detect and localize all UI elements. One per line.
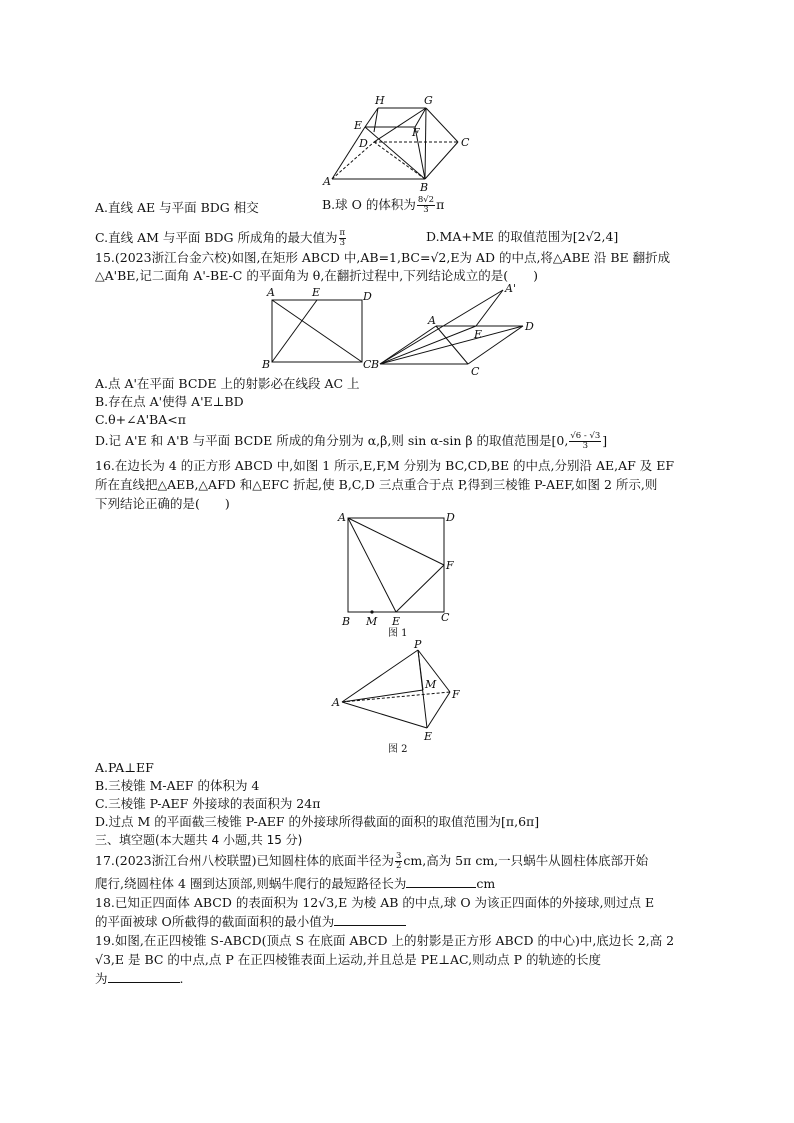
q16-figure-1 <box>336 508 466 640</box>
q14-label-D: D <box>359 137 368 150</box>
q15-rect-label-C: C <box>363 358 372 371</box>
q17-fraction: $\frac{3}{2}$ <box>395 851 402 871</box>
q14-figure <box>320 92 480 192</box>
q14-option-a: A.直线 AE 与平面 BDG 相交 <box>95 200 259 215</box>
q16-stem-line1: 16.在边长为 4 的正方形 ABCD 中,如图 1 所示,E,F,M 分别为 BC,CD,BE 的中点,分别沿 AE,AF 及 EF <box>95 458 675 473</box>
q14-label-E: E <box>354 119 363 132</box>
q16-option-c: C.三棱锥 P-AEF 外接球的表面积为 24π <box>95 796 321 811</box>
q15-fold-label-A-prime: A' <box>505 282 516 295</box>
q14-label-F: F <box>412 126 420 139</box>
q15-option-b: B.存在点 A'使得 A'E⊥BD <box>95 394 244 409</box>
q14-label-H: H <box>375 94 385 107</box>
q18-line2: 的平面被球 O所截得的截面面积的最小值为 <box>95 914 406 929</box>
q15-rect-label-D: D <box>363 290 372 303</box>
q15-rect-label-A: A <box>267 286 275 299</box>
q15-option-c: C.θ+∠A'BA<π <box>95 412 186 427</box>
q16-figure-2 <box>330 640 470 756</box>
q16-fig1-label-A: A <box>338 511 346 524</box>
q14-label-C: C <box>461 136 470 149</box>
q15-option-a: A.点 A'在平面 BCDE 上的射影必在线段 AC 上 <box>95 376 360 391</box>
q16-option-d: D.过点 M 的平面截三棱锥 P-AEF 的外接球所得截面的面积的取值范围为[π,6π] <box>95 814 540 829</box>
q15-figure-folded <box>368 280 538 378</box>
q15-rect-label-E: E <box>312 286 321 299</box>
q15-fold-label-D: D <box>525 320 534 333</box>
q16-fig2-label-P: P <box>414 638 422 651</box>
q15-fold-label-E: E <box>474 328 483 341</box>
q16-fig2-caption: 图 2 <box>388 744 408 755</box>
q16-fig1-label-B: B <box>342 615 351 628</box>
q15-figure-rectangle <box>260 286 380 372</box>
q16-option-a: A.PA⊥EF <box>95 760 154 775</box>
q16-fig2-label-E: E <box>424 730 433 743</box>
q19-line3: 为 . <box>95 971 184 986</box>
q14-label-G: G <box>424 94 433 107</box>
q19-answer-blank[interactable] <box>108 971 180 983</box>
q14-option-b-fraction: $\frac{8√2}{3}$ <box>417 195 435 215</box>
q16-fig1-label-D: D <box>446 511 455 524</box>
q16-fig1-label-C: C <box>441 611 450 624</box>
q17-text: 17.(2023浙江台州八校联盟)已知圆柱体的底面半径为 <box>95 853 394 868</box>
q14-option-c <box>95 229 347 248</box>
q15-fold-label-C: C <box>471 365 480 378</box>
q14-option-d: D.MA+ME 的取值范围为[2√2,4] <box>426 229 619 244</box>
q15-option-d: D.记 A'E 和 A'B 与平面 BCDE 所成的角分别为 α,β,则 sin α-sin β 的取值范围是[0, $\frac{√6 - √3}{3}$ ] <box>95 431 608 451</box>
q14-option-b-text: B.球 O 的体积为 <box>322 197 416 212</box>
q17-line2: 爬行,绕圆柱体 4 圈到达顶部,则蜗牛爬行的最短路径长为 cm <box>95 876 496 891</box>
q19-line2: √3,E 是 BC 的中点,点 P 在正四棱锥表面上运动,并且总是 PE⊥AC,则动点 P 的轨迹的长度 <box>95 952 601 967</box>
q15-option-d-fraction: $\frac{√6 - √3}{3}$ <box>570 431 601 451</box>
q16-fig1-point-M <box>370 610 373 613</box>
q16-fig1-label-F: F <box>446 559 454 572</box>
q15-stem-line2: △A'BE,记二面角 A'-BE-C 的平面角为 θ,在翻折过程中,下列结论成立的是( ) <box>95 268 539 283</box>
q15-fold-label-A: A <box>428 314 436 327</box>
q15-fold-label-B: B <box>371 358 380 371</box>
q16-stem-line3: 下列结论正确的是( ) <box>95 496 230 511</box>
q16-fig1-label-E: E <box>392 615 401 628</box>
q16-option-b: B.三棱锥 M-AEF 的体积为 4 <box>95 778 260 793</box>
q14-label-B: B <box>420 181 429 194</box>
q16-fig2-label-A: A <box>332 696 340 709</box>
q14-option-c-fraction: $\frac{\pi}{3}$ <box>339 228 346 248</box>
q16-fig1-caption: 图 1 <box>388 628 408 639</box>
q15-rect-label-B: B <box>262 358 271 371</box>
q17-answer-blank[interactable] <box>406 876 476 888</box>
q17-line1: 17.(2023浙江台州八校联盟)已知圆柱体的底面半径为 $\frac{3}{2}$ cm,高为 5π cm,一只蜗牛从圆柱体底部开始 <box>95 851 649 871</box>
section-heading-fill-in: 三、填空题(本大题共 4 小题,共 15 分) <box>95 833 303 847</box>
q15-option-d-text: D.记 A'E 和 A'B 与平面 BCDE 所成的角分别为 α,β,则 sin α-sin β 的取值范围是[0, <box>95 433 569 448</box>
q14-option-c-text: C.直线 AM 与平面 BDG 所成角的最大值为 <box>95 230 338 245</box>
q14-label-A: A <box>323 175 331 188</box>
q16-stem-line2: 所在直线把△AEB,△AFD 和△EFC 折起,使 B,C,D 三点重合于点 P,得到三棱锥 P-AEF,如图 2 所示,则 <box>95 477 658 492</box>
q18-answer-blank[interactable] <box>334 914 406 926</box>
q16-fig2-label-F: F <box>452 688 460 701</box>
q19-line1: 19.如图,在正四棱锥 S-ABCD(顶点 S 在底面 ABCD 上的射影是正方形 ABCD 的中心)中,底边长 2,高 2 <box>95 933 675 948</box>
q14-option-b: B.球 O 的体积为 $\frac{8√2}{3}$ π <box>322 195 445 215</box>
q16-fig1-label-M: M <box>366 615 378 628</box>
q18-line1: 18.已知正四面体 ABCD 的表面积为 12√3,E 为棱 AB 的中点,球 O 为该正四面体的外接球,则过点 E <box>95 895 655 910</box>
q16-fig2-label-M: M <box>425 678 437 691</box>
q15-stem-line1: 15.(2023浙江台金六校)如图,在矩形 ABCD 中,AB=1,BC=√2,E为 AD 的中点,将△ABE 沿 BE 翻折成 <box>95 250 671 265</box>
